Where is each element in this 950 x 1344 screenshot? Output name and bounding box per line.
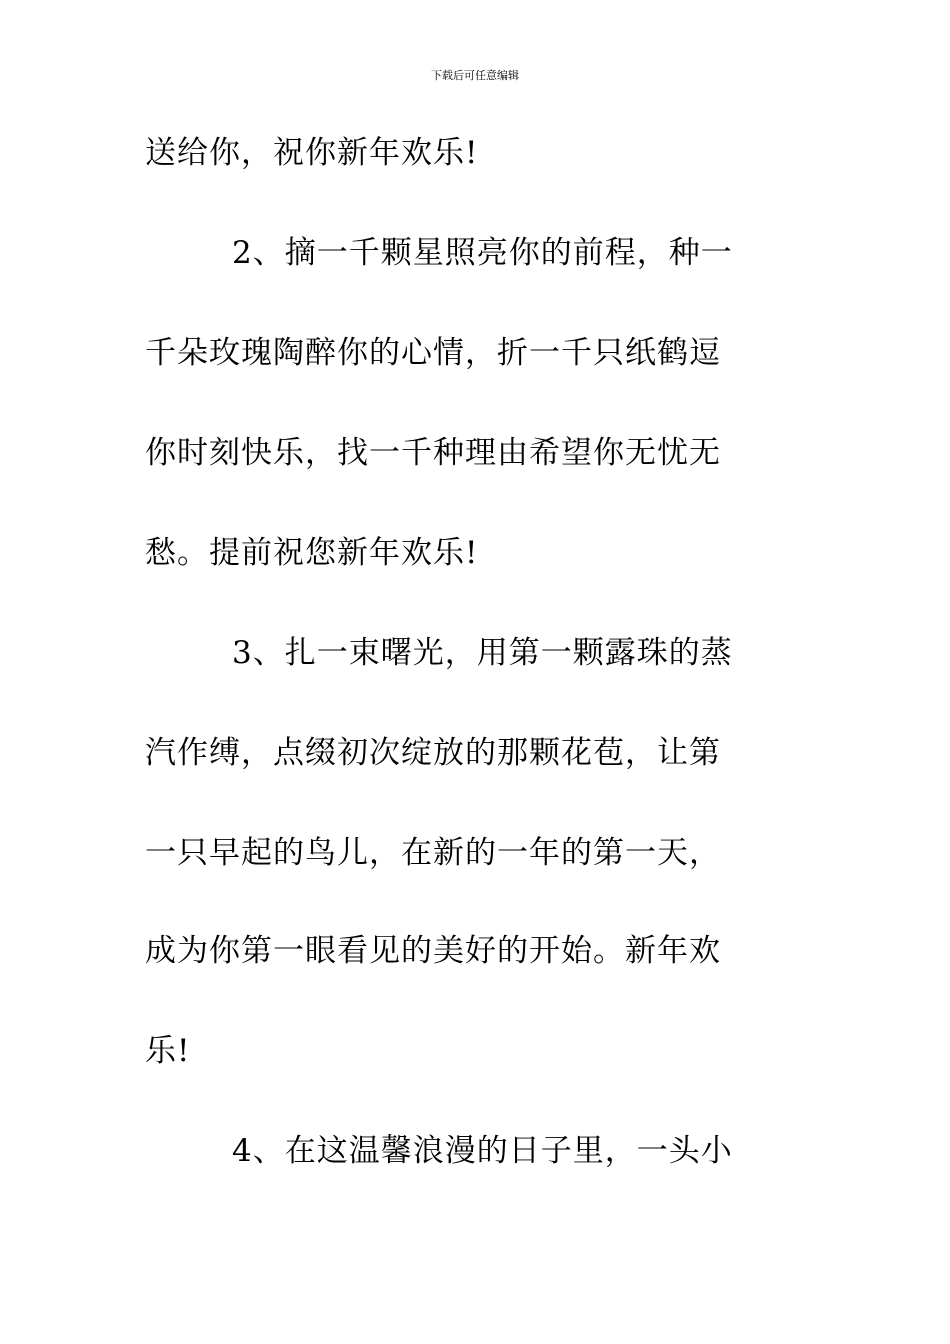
text-line: 千朵玫瑰陶醉你的心情，折一千只纸鹤逗 [145, 335, 721, 371]
page-header: 下载后可任意编辑 [431, 69, 519, 82]
text-line: 4、在这温馨浪漫的日子里，一头小 [232, 1133, 733, 1169]
text-line: 一只早起的鸟儿，在新的一年的第一天， [145, 835, 721, 871]
text-line: 乐! [145, 1033, 191, 1069]
text-line: 成为你第一眼看见的美好的开始。新年欢 [145, 933, 721, 969]
text-line: 愁。提前祝您新年欢乐! [145, 535, 479, 571]
text-line: 3、扎一束曙光，用第一颗露珠的蒸 [232, 635, 733, 671]
text-line: 你时刻快乐，找一千种理由希望你无忧无 [145, 435, 721, 471]
text-line: 送给你，祝你新年欢乐! [145, 135, 479, 171]
text-line: 汽作缚，点缀初次绽放的那颗花苞，让第 [145, 735, 721, 771]
text-line: 2、摘一千颗星照亮你的前程，种一 [232, 235, 733, 271]
